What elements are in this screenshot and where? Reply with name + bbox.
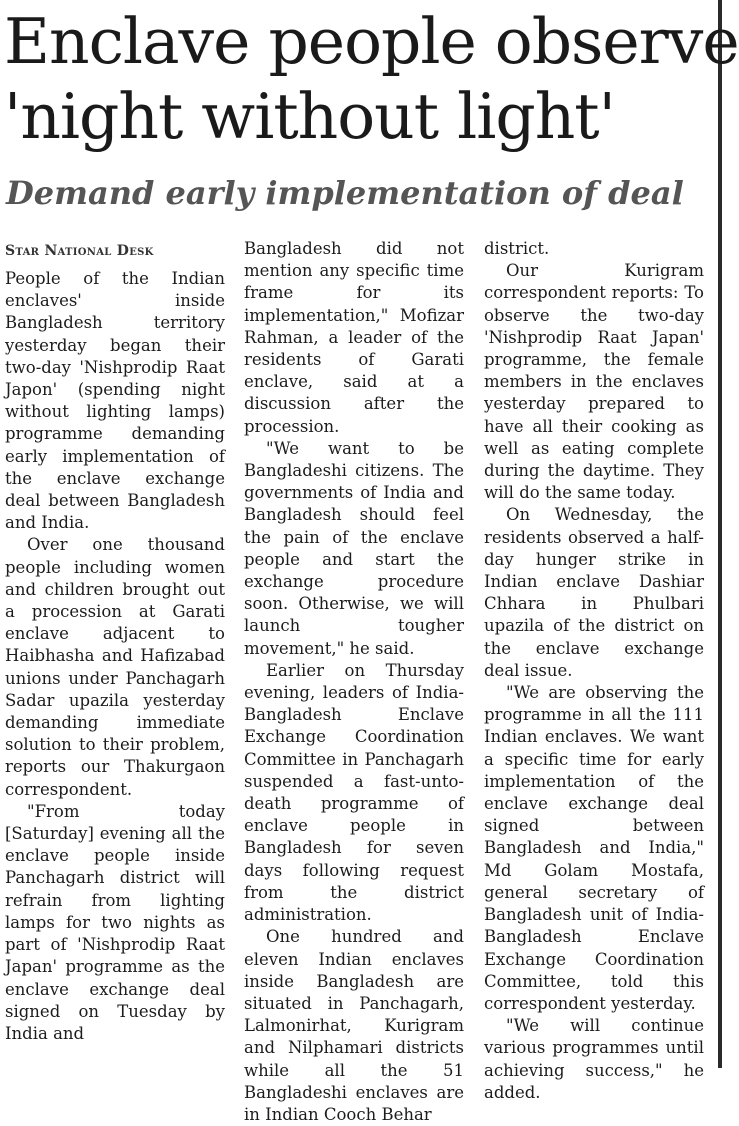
- byline: Star National Desk: [5, 243, 154, 259]
- paragraph: Earlier on Thursday evening, leaders of India-Bangladesh Enclave Exchange Coordination Committee in Panchagarh suspended a fast-unto-death programme of enclave people in Bangladesh for seven days following request from the district administration.: [244, 660, 464, 925]
- paragraph: district.: [484, 239, 550, 258]
- paragraph: Bangladesh did not mention any specific time frame for its implementation," Mofizar Rahman, a leader of the residents of Garati enclave, said at a discussion after the procession.: [244, 239, 464, 436]
- article-column-2: [244, 238, 464, 1124]
- paragraph: On Wednesday, the residents observed a half-day hunger strike in Indian enclave Dashiar Chhara in Phulbari upazila of the district on the enclave exchange deal issue.: [484, 505, 704, 680]
- article-column-3: [484, 238, 704, 1102]
- headline-line-1: Enclave people observe: [4, 5, 739, 78]
- paragraph: "We are observing the programme in all the 111 Indian enclaves. We want a specific time for early implementation of the enclave exchange deal signed between Bangladesh and India," Md Golam Mostafa, general secretary of Bangladesh unit of India-Bangladesh Enclave Exchange Coordination Committee, told this correspondent yesterday.: [484, 683, 704, 1013]
- paragraph: Over one thousand people including women and children brought out a procession at Garati enclave adjacent to Haibhasha and Hafizabad unions under Panchagarh Sadar upazila yesterday demanding immediate solution to their problem, reports our Thakurgaon correspondent.: [5, 535, 225, 799]
- headline: [4, 4, 739, 154]
- article-column-1: [5, 238, 225, 1068]
- paragraph: One hundred and eleven Indian enclaves inside Bangladesh are situated in Panchagarh, Lalmonirhat, Kurigram and Nilphamari districts while all the 51 Bangladeshi enclaves are in Indian Cooch Behar: [244, 927, 464, 1124]
- paragraph: Our Kurigram correspondent reports: To observe the two-day 'Nishprodip Raat Japan' programme, the female members in the enclaves yesterday prepared to have all their cooking as well as eating complete during the daytime. They will do the same today.: [484, 261, 704, 503]
- paragraph: "From today [Saturday] evening all the enclave people inside Panchagarh district will refrain from lighting lamps for two nights as part of 'Nishprodip Raat Japan' programme as the enclave exchange deal signed on Tuesday by India and: [5, 801, 225, 1043]
- page-edge-border: [718, 0, 722, 1068]
- subheadline: Demand early implementation of deal: [6, 174, 684, 212]
- headline-line-2: 'night without light': [4, 80, 615, 153]
- paragraph: "We will continue various programmes until achieving success," he added.: [484, 1016, 704, 1102]
- paragraph: "We want to be Bangladeshi citizens. The governments of India and Bangladesh should feel the pain of the enclave people and start the exchange procedure soon. Otherwise, we will launch tougher movement," he said.: [244, 438, 464, 658]
- paragraph: People of the Indian enclaves' inside Bangladesh territory yesterday began their two-day 'Nishprodip Raat Japon' (spending night without lighting lamps) programme demanding early implementation of the enclave exchange deal between Bangladesh and India.: [5, 269, 225, 533]
